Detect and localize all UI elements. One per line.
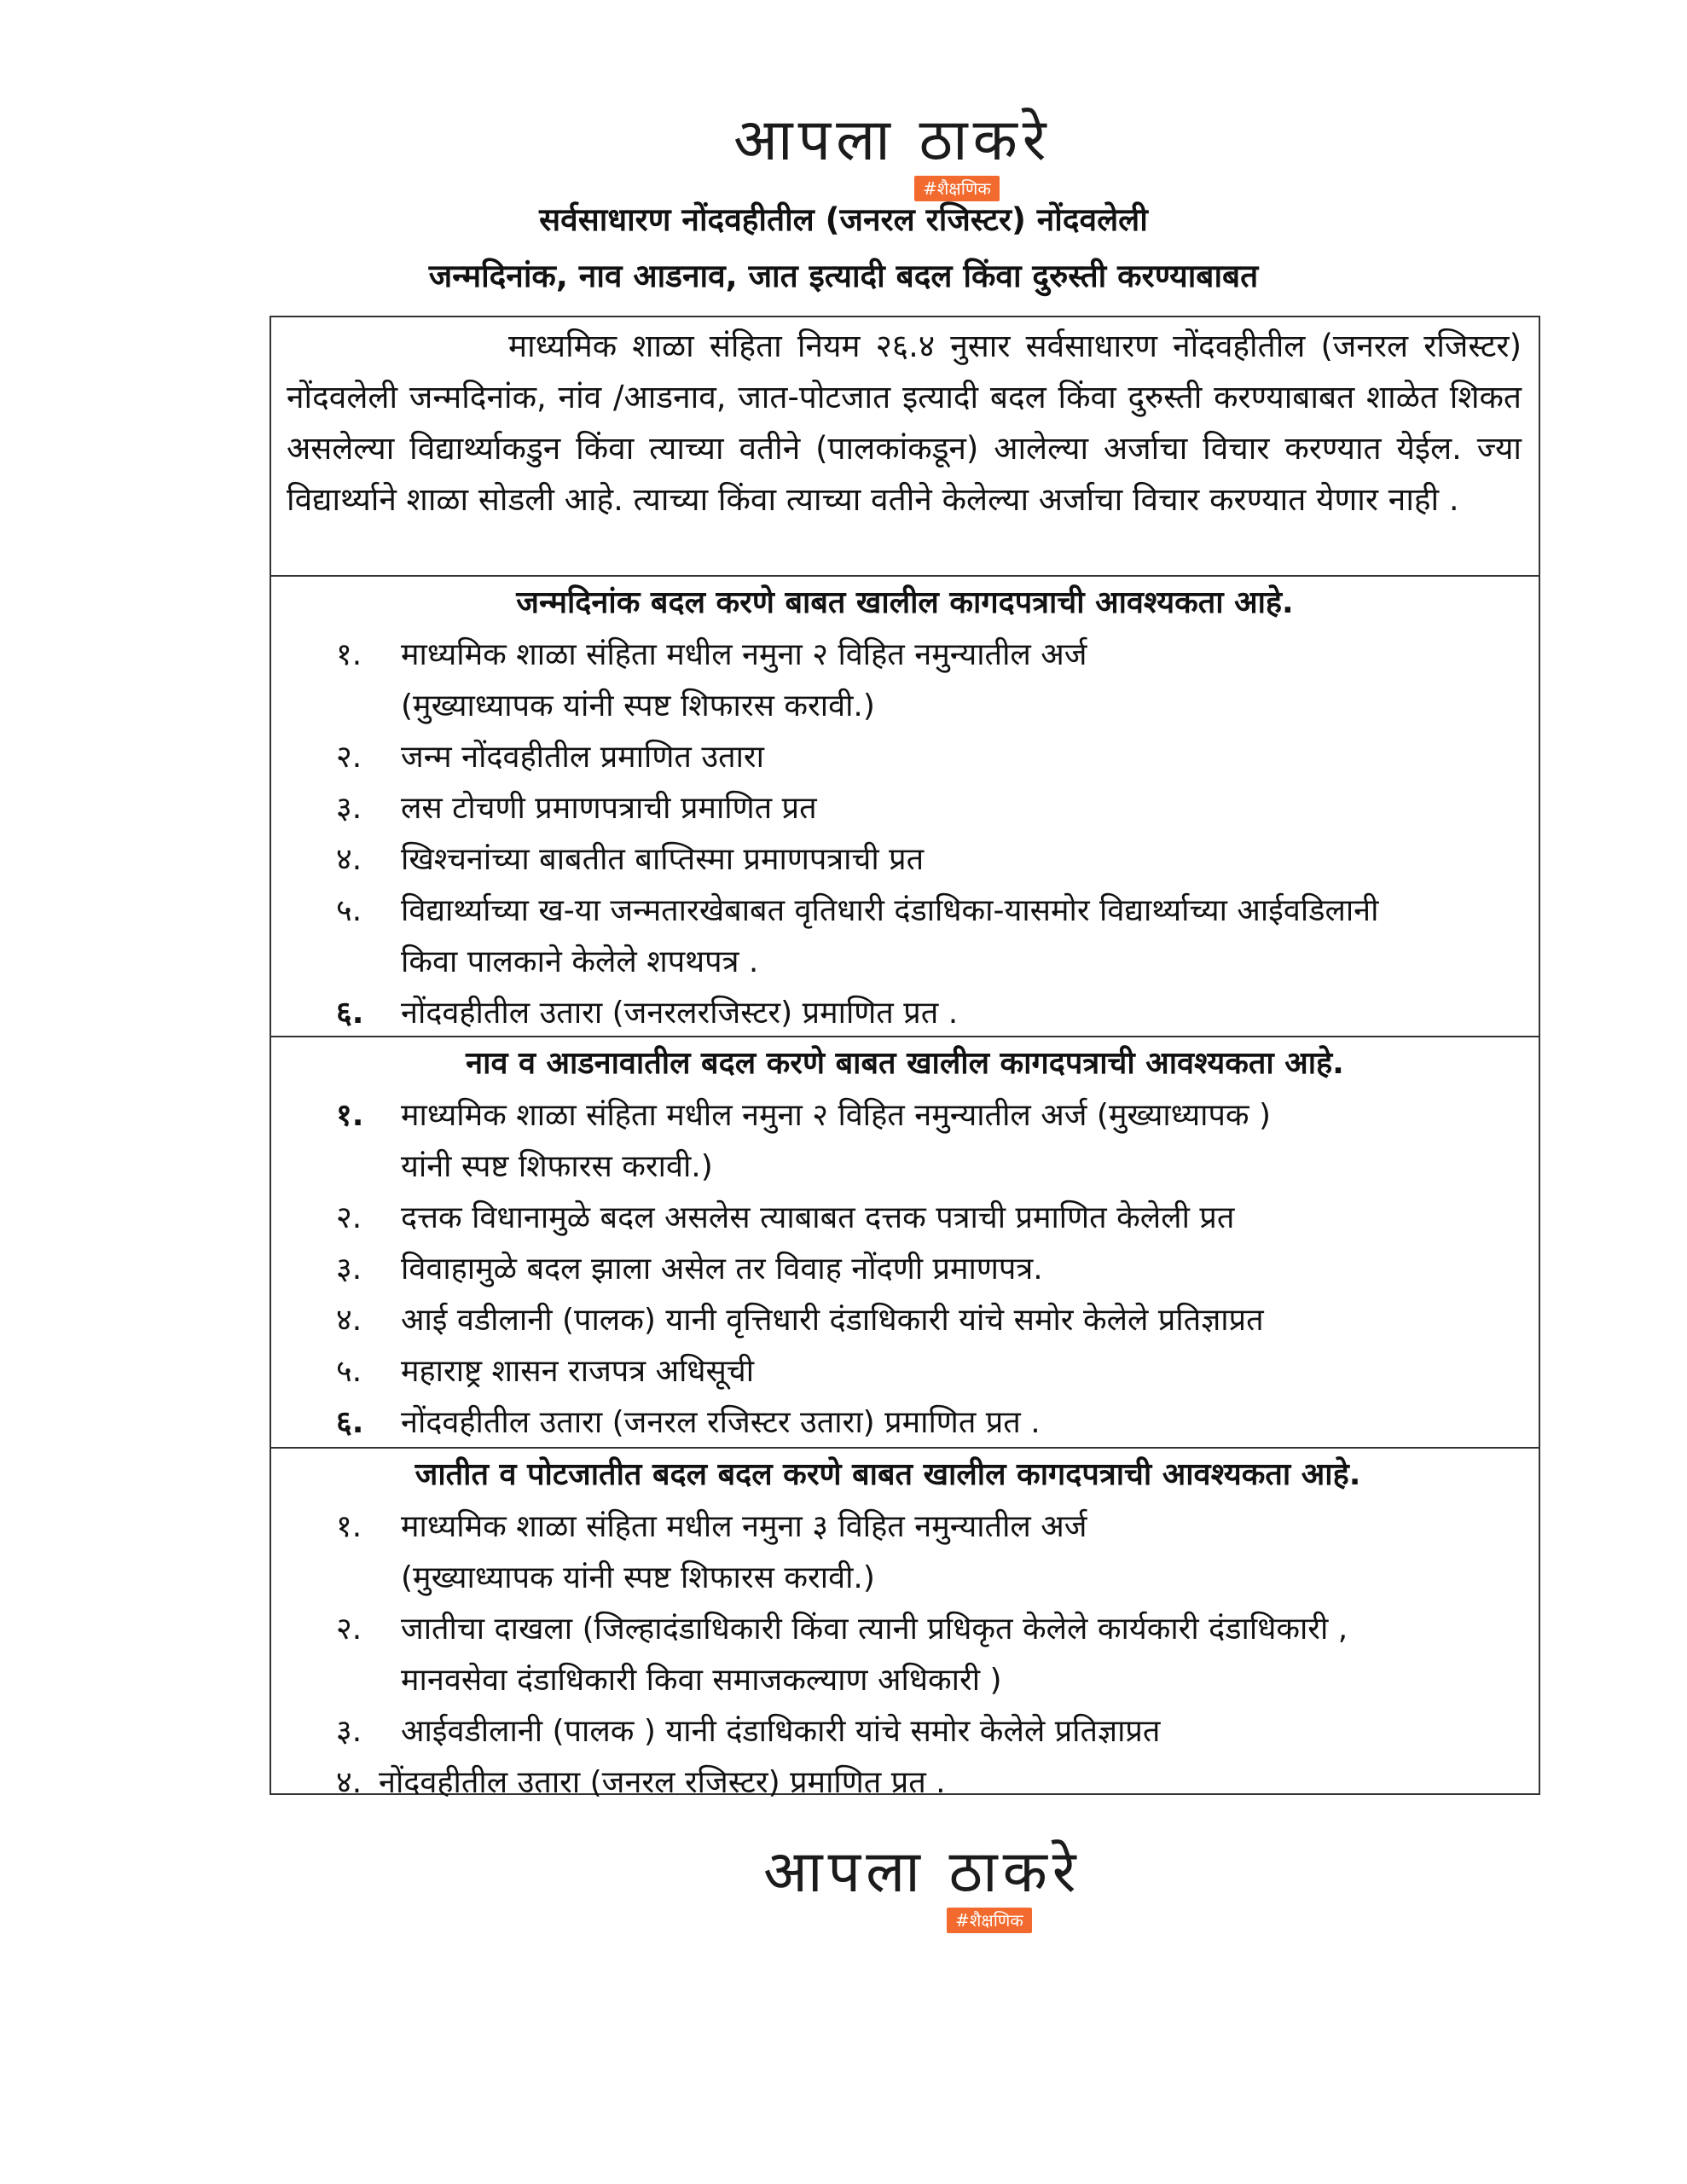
- item-text: महाराष्ट्र शासन राजपत्र अधिसूची: [401, 1354, 755, 1389]
- item-text: नोंदवहीतील उतारा (जनरलरजिस्टर) प्रमाणित प्रत .: [401, 996, 959, 1031]
- item-number: ३.: [336, 791, 362, 826]
- intro-section: [271, 317, 1539, 577]
- logo-top: [0, 102, 1687, 205]
- document-list: [336, 1090, 1530, 1449]
- item-text: माध्यमिक शाळा संहिता मधील नमुना २ विहित नमुन्यातील अर्ज (मुख्याध्यापक ): [401, 1098, 1272, 1133]
- item-text: आई वडीलानी (पालक) यानी वृत्तिधारी दंडाधिकारी यांचे समोर केलेले प्रतिज्ञाप्रत: [401, 1303, 1264, 1338]
- item-number: ४.: [336, 842, 362, 877]
- item-number: २.: [336, 1612, 362, 1647]
- list-item: [336, 732, 1530, 783]
- item-text: नोंदवहीतील उतारा (जनरल रजिस्टर) प्रमाणित प्रत .: [379, 1765, 946, 1800]
- logo-tag: #शैक्षणिक: [947, 1908, 1032, 1933]
- item-number: ५.: [336, 893, 362, 928]
- item-text: माध्यमिक शाळा संहिता मधील नमुना २ विहित नमुन्यातील अर्ज: [401, 637, 1087, 672]
- list-item: [336, 988, 1530, 1039]
- item-text: किवा पालकाने केलेले शपथपत्र .: [401, 944, 759, 979]
- item-text: आईवडीलानी (पालक ) यानी दंडाधिकारी यांचे समोर केलेले प्रतिज्ञाप्रत: [401, 1714, 1161, 1749]
- list-item: [336, 783, 1530, 834]
- document-list: [336, 1502, 1530, 1809]
- section-title: जातीत व पोटजातीत बदल बदल करणे बाबत खालील कागदपत्राची आवश्यकता आहे.: [415, 1457, 1361, 1492]
- item-number: ६.: [336, 1405, 364, 1440]
- item-number: १.: [336, 1509, 362, 1544]
- list-item: [336, 1502, 1530, 1604]
- item-number: ६.: [336, 996, 364, 1031]
- list-item: [336, 886, 1530, 988]
- dob-change-section: [271, 577, 1539, 1037]
- name-change-section: [271, 1037, 1539, 1449]
- logo-tag: #शैक्षणिक: [914, 176, 1000, 201]
- intro-paragraph: माध्यमिक शाळा संहिता नियम २६.४ नुसार सर्वसाधारण नोंदवहीतील (जनरल रजिस्टर) नोंदवलेली जन्मदिनांक, नांव /आडनाव, जात-पोटजात इत्यादी बदल किंवा दुरुस्ती करण्याबाबत शाळेत शिकत असलेल्या विद्यार्थ्याकडुन किंवा त्याच्या वतीने (पालकांकडून) आलेल्या अर्जाचा विचार करण्यात येईल. ज्या विद्यार्थ्याने शाळा सोडली आहे. त्याच्या किंवा त्याच्या वतीने केलेल्या अर्जाचा विचार करण्यात येणार नाही .: [287, 328, 1522, 518]
- section-title: जन्मदिनांक बदल करणे बाबत खालील कागदपत्राची आवश्यकता आहे.: [516, 585, 1294, 620]
- item-text: (मुख्याध्यापक यांनी स्पष्ट शिफारस करावी.): [401, 688, 875, 723]
- document-list: [336, 630, 1530, 1039]
- list-item: [336, 1346, 1530, 1397]
- list-item: [336, 1295, 1530, 1346]
- requirements-table: [270, 316, 1540, 1800]
- item-number: ३.: [336, 1252, 362, 1287]
- item-text: नोंदवहीतील उतारा (जनरल रजिस्टर उतारा) प्रमाणित प्रत .: [401, 1405, 1041, 1440]
- list-item: [336, 630, 1530, 732]
- item-number: २.: [336, 1200, 362, 1235]
- list-item: [336, 1090, 1530, 1193]
- item-text: जन्म नोंदवहीतील प्रमाणित उतारा: [401, 740, 764, 775]
- section-title: नाव व आडनावातील बदल करणे बाबत खालील कागदपत्राची आवश्यकता आहे.: [466, 1046, 1344, 1081]
- item-text: (मुख्याध्यापक यांनी स्पष्ट शिफारस करावी.): [401, 1560, 875, 1595]
- item-text: लस टोचणी प्रमाणपत्राची प्रमाणित प्रत: [401, 791, 817, 826]
- page-title-line-2: जन्मदिनांक, नाव आडनाव, जात इत्यादी बदल किंवा दुरुस्ती करण्याबाबत: [428, 258, 1259, 294]
- logo-text: आपला ठाकरे: [733, 107, 1052, 174]
- item-text: जातीचा दाखला (जिल्हादंडाधिकारी किंवा त्यानी प्रधिकृत केलेले कार्यकारी दंडाधिकारी ,: [401, 1612, 1348, 1647]
- list-item: [336, 834, 1530, 886]
- item-text: दत्तक विधानामुळे बदल असलेस त्याबाबत दत्तक पत्राची प्रमाणित केलेली प्रत: [401, 1200, 1235, 1235]
- item-number: ४.: [336, 1765, 362, 1800]
- item-text: विद्यार्थ्याच्या ख-या जन्मतारखेबाबत वृतिधारी दंडाधिका-यासमोर विद्यार्थ्याच्या आईवडिलानी: [401, 893, 1379, 928]
- item-number: ३.: [336, 1714, 362, 1749]
- list-item: [336, 1193, 1530, 1244]
- item-number: १.: [336, 637, 362, 672]
- list-item: [336, 1244, 1530, 1295]
- list-item: [336, 1604, 1530, 1706]
- list-item: [336, 1757, 1530, 1809]
- list-item: [336, 1706, 1530, 1757]
- list-item: [336, 1397, 1530, 1449]
- logo-text: आपला ठाकरे: [763, 1838, 1081, 1906]
- item-text: खिश्चनांच्या बाबतीत बाप्तिस्मा प्रमाणपत्राची प्रत: [401, 842, 925, 877]
- item-text: यांनी स्पष्ट शिफारस करावी.): [401, 1149, 713, 1184]
- item-number: २.: [336, 740, 362, 775]
- item-number: १.: [336, 1098, 364, 1133]
- item-text: विवाहामुळे बदल झाला असेल तर विवाह नोंदणी प्रमाणपत्र.: [401, 1252, 1043, 1287]
- logo-bottom: [0, 1834, 1687, 1937]
- item-text: मानवसेवा दंडाधिकारी किवा समाजकल्याण अधिकारी ): [401, 1663, 1002, 1698]
- item-number: ४.: [336, 1303, 362, 1338]
- item-number: ५.: [336, 1354, 362, 1389]
- item-text: माध्यमिक शाळा संहिता मधील नमुना ३ विहित नमुन्यातील अर्ज: [401, 1509, 1087, 1544]
- page-title-line-1: सर्वसाधारण नोंदवहीतील (जनरल रजिस्टर) नोंदवलेली: [539, 201, 1148, 238]
- caste-change-section: [271, 1449, 1539, 1800]
